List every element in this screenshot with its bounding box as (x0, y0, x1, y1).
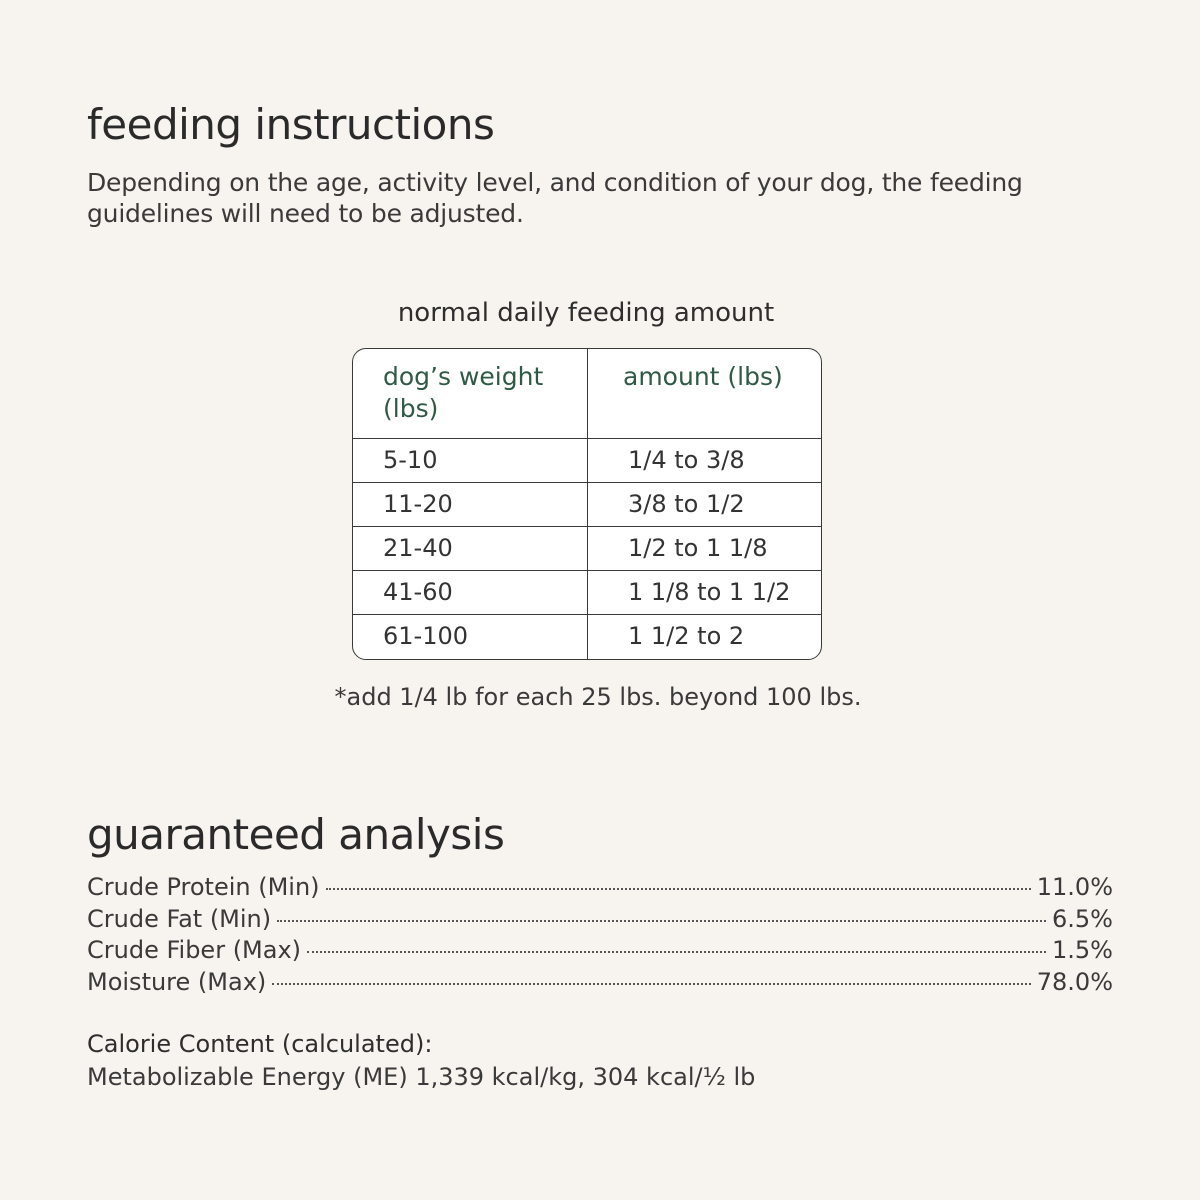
weight-cell: 61-100 (383, 622, 469, 650)
analysis-row (87, 873, 1113, 905)
table-header-row (353, 349, 821, 439)
weight-cell: 21-40 (383, 534, 453, 562)
table-caption: normal daily feeding amount (397, 298, 775, 328)
analysis-label: Crude Fat (Min) (87, 904, 272, 933)
header-dog-weight: dog’s weight (lbs) (383, 362, 544, 423)
amount-cell: 1 1/2 to 2 (628, 622, 745, 650)
table-row (353, 483, 821, 527)
analysis-row (87, 936, 1113, 968)
header-amount: amount (lbs) (623, 362, 783, 391)
analysis-value: 11.0% (1036, 873, 1113, 901)
analysis-row (87, 968, 1113, 1000)
feeding-instructions-title: feeding instructions (87, 100, 495, 149)
dot-leader (277, 920, 1046, 922)
weight-cell: 41-60 (383, 578, 453, 606)
table-row (353, 571, 821, 615)
calorie-content-heading: Calorie Content (calculated): (87, 1030, 433, 1058)
dot-leader (307, 951, 1046, 953)
analysis-value: 6.5% (1052, 904, 1113, 933)
dot-leader (272, 983, 1030, 985)
weight-cell: 5-10 (383, 446, 438, 474)
table-row (353, 615, 821, 659)
feeding-table (352, 348, 822, 660)
weight-cell: 11-20 (383, 490, 453, 518)
amount-cell: 1 1/8 to 1 1/2 (628, 578, 791, 606)
analysis-label: Crude Fiber (Max) (87, 936, 302, 964)
dot-leader (326, 888, 1031, 890)
table-footnote: *add 1/4 lb for each 25 lbs. beyond 100 lbs. (334, 683, 862, 711)
calorie-content-value: Metabolizable Energy (ME) 1,339 kcal/kg, 304 kcal/½ lb (87, 1063, 756, 1091)
amount-cell: 1/4 to 3/8 (628, 446, 745, 474)
amount-cell: 3/8 to 1/2 (628, 490, 745, 518)
table-row (353, 527, 821, 571)
analysis-value: 78.0% (1036, 967, 1113, 996)
table-row (353, 439, 821, 483)
analysis-list (87, 873, 1113, 999)
analysis-row (87, 905, 1113, 937)
amount-cell: 1/2 to 1 1/8 (628, 534, 768, 562)
feeding-description: Depending on the age, activity level, and condition of your dog, the feeding guidelines will need to be adjusted. (87, 168, 1023, 228)
analysis-label: Crude Protein (Min) (87, 873, 320, 901)
analysis-label: Moisture (Max) (87, 967, 267, 996)
analysis-value: 1.5% (1052, 936, 1113, 964)
guaranteed-analysis-title: guaranteed analysis (87, 810, 505, 859)
